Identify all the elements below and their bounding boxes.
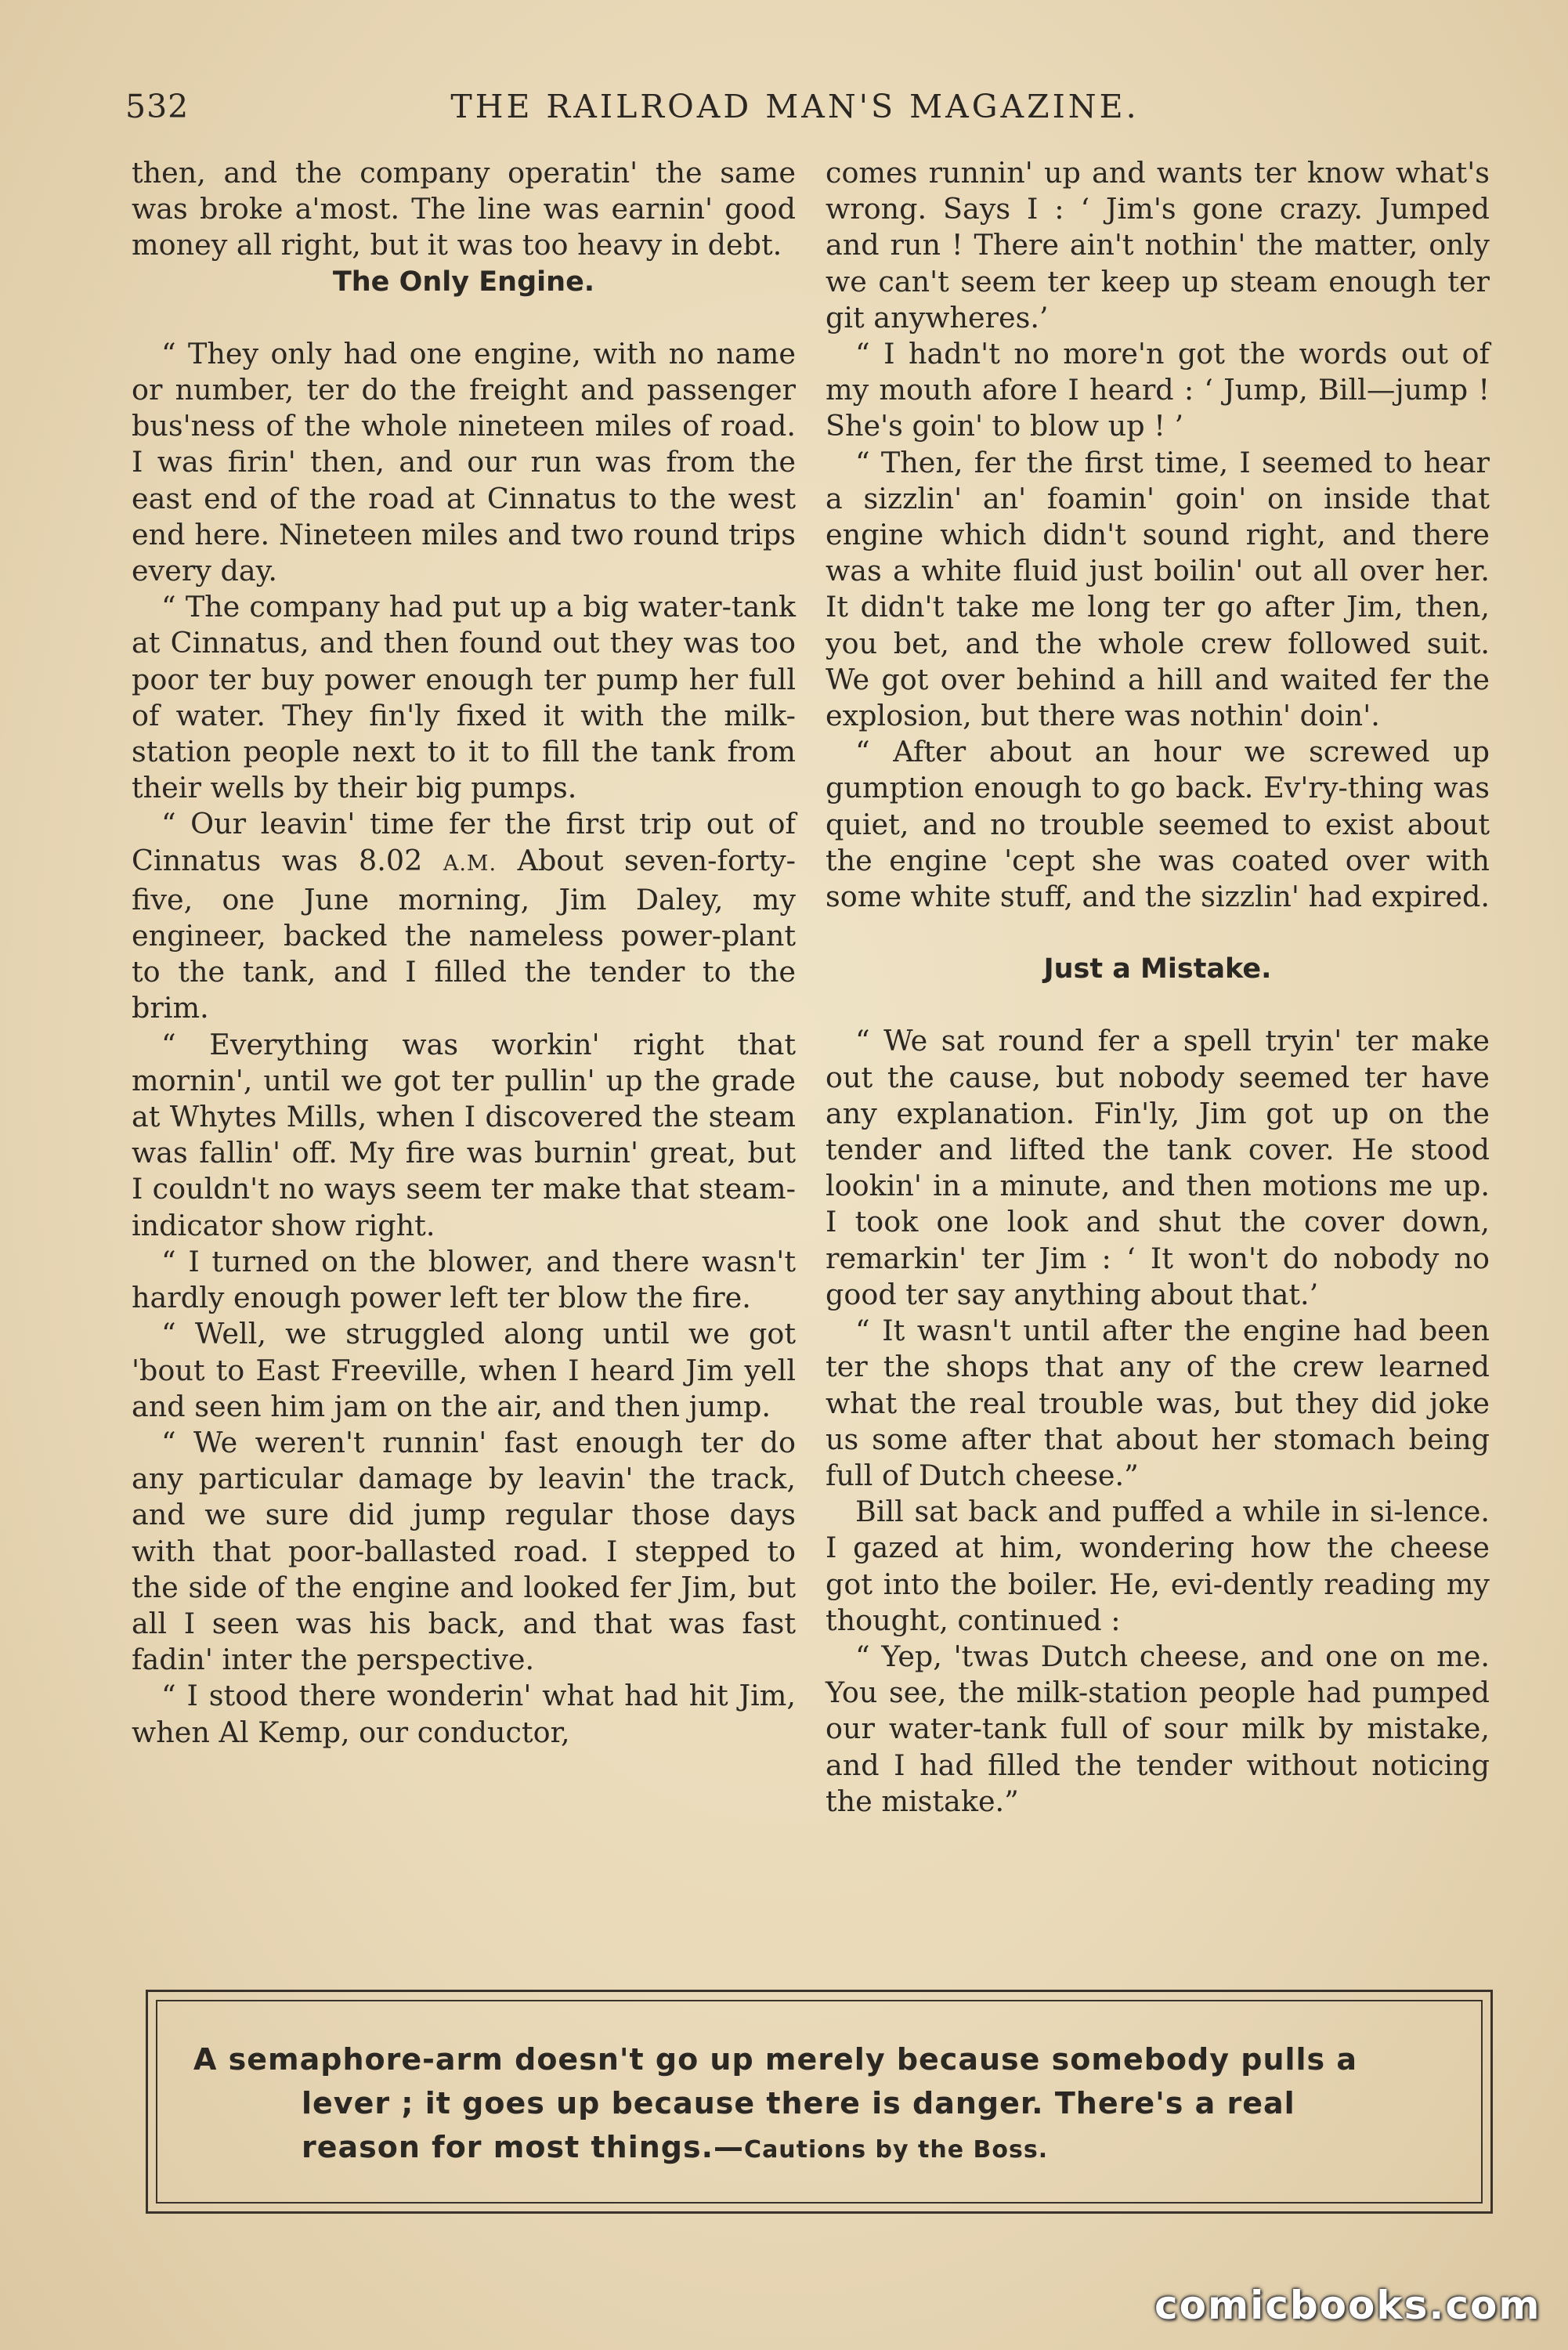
page-number: 532 bbox=[125, 88, 190, 125]
paragraph: Bill sat back and puffed a while in si-lence. I gazed at him, wondering how the cheese got into the boiler. He, evi-dently reading my thought, continued : bbox=[826, 1495, 1490, 1637]
caution-line-3-text: reason for most things.— bbox=[302, 2130, 745, 2164]
paragraph: “ I hadn't no more'n got the words out of my mouth afore I heard : ‘ Jump, Bill—jump ! She's goin' to blow up ! ’ bbox=[826, 337, 1490, 443]
watermark-logo: comicbooks.com bbox=[1154, 2283, 1541, 2328]
paragraph-text: About seven-forty-five, one June morning, Jim Daley, my engineer, backed the nameless power-plant to the tank, and I filled the tender to the brim. bbox=[132, 843, 796, 1025]
page-header bbox=[125, 88, 1465, 132]
right-column bbox=[826, 155, 1490, 1820]
paragraph: “ They only had one engine, with no name or number, ter do the freight and passenger bus'ness of the whole nineteen miles of road. I was firin' then, and our run was from the east end of the road at Cinnatus to the west end here. Nineteen miles and two round trips every day. bbox=[132, 336, 796, 588]
paragraph: “ The company had put up a big water-tank at Cinnatus, and then found out they was too poor ter buy power enough ter pump her full of water. They fin'ly fixed it with the milk-station people next to it to fill the tank from their wells by their big pumps. bbox=[132, 590, 796, 805]
caution-credit: Cautions by the Boss. bbox=[744, 2136, 1049, 2164]
paragraph: “ After about an hour we screwed up gumption enough to go back. Ev'ry-thing was quiet, and no trouble seemed to exist about the engine 'cept she was coated over with some white stuff, and the sizzlin' had expired. bbox=[826, 735, 1490, 914]
paragraph: then, and the company operatin' the same was broke a'most. The line was earnin' good money all right, but it was too heavy in debt. bbox=[132, 156, 796, 262]
subhead-just-a-mistake: Just a Mistake. bbox=[1043, 953, 1272, 985]
paragraph: “ Yep, 'twas Dutch cheese, and one on me. You see, the milk-station people had pumped our water-tank full of sour milk by mistake, and I had filled the tender without noticing the mistake.” bbox=[826, 1639, 1490, 1818]
caution-line-2: lever ; it goes up because there is danger. There's a real bbox=[302, 2086, 1295, 2120]
paragraph: “ I stood there wonderin' what had hit Jim, when Al Kemp, our conductor, bbox=[132, 1679, 796, 1749]
left-column bbox=[132, 155, 796, 1751]
paragraph: “ Well, we struggled along until we got 'bout to East Freeville, when I heard Jim yell and seen him jam on the air, and then jump. bbox=[132, 1317, 796, 1423]
paragraph-text: “ Our leavin' time fer the first trip out of Cinnatus was 8.02 bbox=[132, 807, 796, 877]
subhead-only-engine: The Only Engine. bbox=[332, 266, 595, 298]
caution-line-1: A semaphore-arm doesn't go up merely because somebody pulls a bbox=[193, 2042, 1358, 2077]
paragraph: “ I turned on the blower, and there wasn't hardly enough power left ter blow the fire. bbox=[132, 1244, 796, 1315]
paragraph: “ Then, fer the first time, I seemed to hear a sizzlin' an' foamin' goin' on inside that engine which didn't sound right, and there was a white fluid just boilin' out all over her. It didn't take me long ter go after Jim, then, you bet, and the whole crew followed suit. We got over behind a hill and waited fer the explosion, but there was nothin' doin'. bbox=[826, 445, 1490, 733]
caution-box bbox=[146, 1990, 1493, 2214]
paragraph: “ We weren't runnin' fast enough ter do any particular damage by leavin' the track, and we sure did jump regular those days with that poor-ballasted road. I stepped to the side of the engine and looked fer Jim, but all I seen was his back, and that was fast fadin' inter the perspective. bbox=[132, 1425, 796, 1677]
paragraph: “ We sat round fer a spell tryin' ter make out the cause, but nobody seemed ter have any explanation. Fin'ly, Jim got up on the tender and lifted the tank cover. He stood lookin' in a minute, and then motions me up. I took one look and shut the cover down, remarkin' ter Jim : ‘ It won't do nobody no good ter say anything about that.’ bbox=[826, 1024, 1490, 1311]
paragraph: “ Everything was workin' right that mornin', until we got ter pullin' up the grade at Whytes Mills, when I discovered the steam was fallin' off. My fire was burnin' great, but I couldn't no ways seem ter make that steam-indicator show right. bbox=[132, 1027, 796, 1242]
paragraph: comes runnin' up and wants ter know what's wrong. Says I : ‘ Jim's gone crazy. Jumped and run ! There ain't nothin' the matter, only we can't seem ter keep up steam enough ter git anywheres.’ bbox=[826, 156, 1490, 334]
paragraph: “ It wasn't until after the engine had been ter the shops that any of the crew learned what the real trouble was, but they did joke us some after that about her stomach being full of Dutch cheese.” bbox=[826, 1314, 1490, 1492]
small-caps-am: A.M. bbox=[443, 851, 497, 876]
caution-text bbox=[193, 2037, 1431, 2172]
caution-line-3 bbox=[193, 2125, 1431, 2172]
running-head-title: THE RAILROAD MAN'S MAGAZINE. bbox=[450, 88, 1140, 125]
paragraph bbox=[132, 806, 796, 1026]
